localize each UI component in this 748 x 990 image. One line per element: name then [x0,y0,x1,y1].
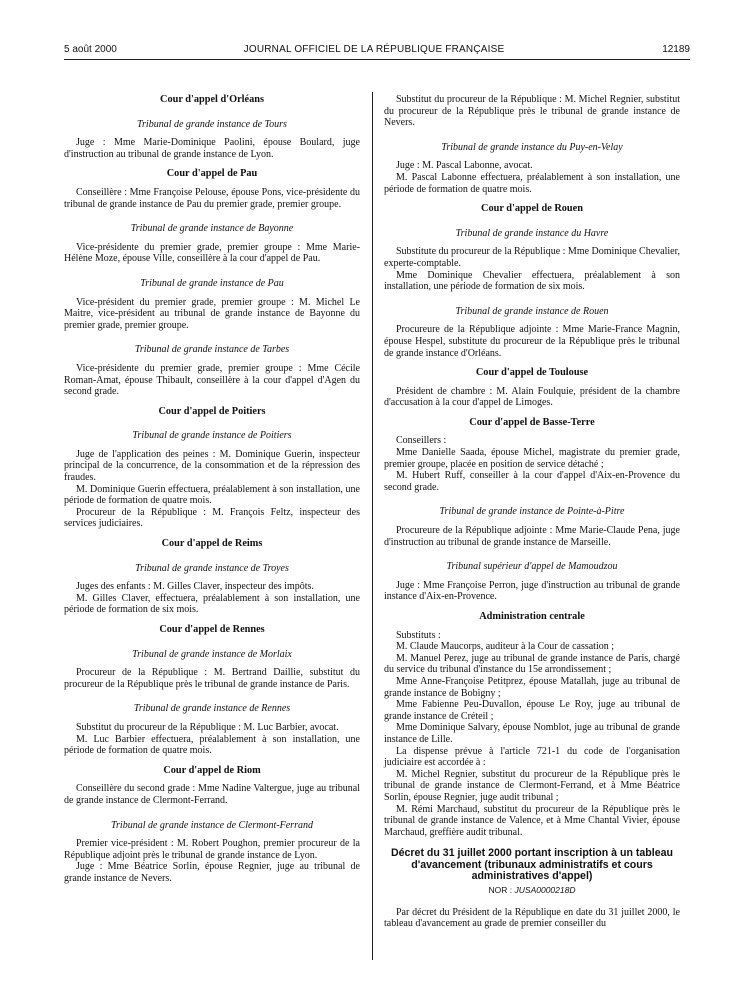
court-heading: Cour d'appel d'Orléans [160,94,264,105]
tribunal-heading: Tribunal de grande instance du Puy-en-Velay [441,141,623,153]
appointment-paragraph: M. Claude Maucorps, auditeur à la Cour de cassation ; [396,641,614,653]
appointment-paragraph: Mme Dominique Salvary, épouse Nomblot, juge au tribunal de grande instance de Lille. [384,722,680,745]
nor-code: JUSA0000218D [514,885,576,896]
appointment-paragraph: Conseillers : [396,435,447,447]
tribunal-heading: Tribunal de grande instance de Rennes [133,703,291,715]
tribunal-heading: Tribunal de grande instance de Pointe-à-Pitre [439,506,625,518]
right-column [384,94,680,930]
tribunal-heading: Tribunal de grande instance de Clermont-Ferrand [111,819,313,831]
appointment-paragraph: Vice-présidente du premier grade, premier groupe : Mme Cécile Roman-Amat, épouse Thibault, conseillère à la cour d'appel d'Agen du second grade. [64,362,360,398]
appointment-paragraph: M. Manuel Perez, juge au tribunal de grande instance de Paris, chargé du service du tribunal d'instance du 15e arrondissement ; [384,652,680,676]
left-column [64,94,360,885]
appointment-paragraph: Mme Anne-Françoise Petitprez, épouse Matallah, juge au tribunal de grande instance de Bobigny ; [384,675,680,699]
tribunal-heading: Tribunal de grande instance de Poitiers [132,430,292,442]
appointment-paragraph: M. Michel Regnier, substitut du procureur de la République près le tribunal de grande instance de Clermont-Ferrand, et à Mme Béatrice Sorlin, épouse Regnier, juge audit tribunal ; [384,768,680,803]
court-heading: Cour d'appel de Rennes [159,624,265,635]
appointment-paragraph: M. Luc Barbier effectuera, préalablement à son installation, une période de formation de quatre mois. [64,733,360,757]
header-journal-title: JOURNAL OFFICIEL DE LA RÉPUBLIQUE FRANÇAISE [243,44,505,55]
header-date: 5 août 2000 [64,44,117,55]
column-divider [372,92,373,960]
tribunal-heading: Tribunal de grande instance de Pau [140,277,284,289]
appointment-paragraph: M. Rémi Marchaud, substitut du procureur de la République près le tribunal de grande instance de Valence, et à Mme Chantal Vivier, épouse Marchaud, greffière audit tribunal. [384,803,680,838]
court-heading: Cour d'appel de Rouen [481,203,583,215]
appointment-paragraph: Substituts : [396,629,441,641]
appointment-paragraph: Juge : Mme Marie-Dominique Paolini, épouse Boulard, juge d'instruction au tribunal de grande instance de Lyon. [64,137,360,160]
appointment-paragraph: Procureure de la République adjointe : Mme Marie-France Magnin, épouse Hespel, substitute du procureur de la République près le tribunal de grande instance d'Orléans. [384,324,680,359]
appointment-paragraph: Président de chambre : M. Alain Foulquie, président de la chambre d'accusation à la cour d'appel de Limoges. [384,385,680,409]
tribunal-heading: Tribunal de grande instance de Tours [137,118,287,130]
court-heading: Cour d'appel de Pau [166,168,258,180]
appointment-paragraph: Juge : M. Pascal Labonne, avocat. [396,160,533,172]
appointment-paragraph: Juge de l'application des peines : M. Dominique Guerin, inspecteur principal de la concurrence, de la consommation et de la répression des fraudes. [64,448,360,484]
tribunal-heading: Tribunal de grande instance de Bayonne [130,223,294,235]
appointment-paragraph: Procureur de la République : M. François Feltz, inspecteur des services judiciaires. [64,506,360,530]
appointment-paragraph: Vice-présidente du premier grade, premier groupe : Mme Marie-Hélène Moze, épouse Ville, conseillère à la cour d'appel de Pau. [64,241,360,265]
appointment-paragraph: Mme Dominique Chevalier effectuera, préalablement à son installation, une période de formation de six mois. [384,269,680,293]
court-heading: Cour d'appel de Poitiers [158,405,266,417]
court-heading: Cour d'appel de Riom [163,764,261,776]
appointment-paragraph: M. Hubert Ruff, conseiller à la cour d'appel d'Aix-en-Provence du second grade. [384,470,680,493]
court-heading: Cour d'appel de Reims [161,538,263,550]
appointment-paragraph: Mme Danielle Saada, épouse Michel, magistrate du premier grade, premier groupe, placée en position de service détaché ; [384,447,680,470]
appointment-paragraph: Conseillère du second grade : Mme Nadine Valtergue, juge au tribunal de grande instance de Clermont-Ferrand. [64,783,360,806]
appointment-paragraph: Premier vice-président : M. Robert Poughon, premier procureur de la République adjoint près le tribunal de grande instance de Lyon. [64,838,360,861]
appointment-paragraph: Conseillère : Mme Françoise Pelouse, épouse Pons, vice-présidente du tribunal de grande instance de Pau du premier grade, premier groupe. [64,186,360,210]
tribunal-heading: Tribunal de grande instance de Tarbes [134,344,290,356]
decree-paragraph: Par décret du Président de la République en date du 31 juillet 2000, le tableau d'avancement au grade de premier conseiller du [384,906,680,930]
appointment-paragraph: Vice-président du premier grade, premier groupe : M. Michel Le Maitre, vice-président au tribunal de grande instance de Bayonne du premier grade, premier groupe. [64,296,360,331]
appointment-paragraph: Substitut du procureur de la République : M. Luc Barbier, avocat. [76,721,339,733]
nor-label: NOR : [488,885,513,896]
appointment-paragraph: Mme Fabienne Peu-Duvallon, épouse Le Roy, juge au tribunal de grande instance de Créteil ; [384,699,680,722]
appointment-paragraph: Procureure de la République adjointe : Mme Marie-Claude Pena, juge d'instruction au tribunal de grande instance de Marseille. [384,525,680,548]
tribunal-heading: Tribunal de grande instance de Troyes [135,562,289,574]
tribunal-heading: Tribunal supérieur d'appel de Mamoudzou [446,561,618,573]
court-heading: Cour d'appel de Basse-Terre [469,416,595,428]
appointment-paragraph: Procureur de la République : M. Bertrand Daillie, substitut du procureur de la République près le tribunal de grande instance de Paris. [64,667,360,690]
header-rule [64,59,690,60]
appointment-paragraph: M. Gilles Claver, effectuera, préalablement à son installation, une période de formation de six mois. [64,592,360,616]
appointment-paragraph: Substitute du procureur de la République : Mme Dominique Chevalier, experte-comptable. [384,246,680,269]
administration-heading: Administration centrale [479,611,585,622]
appointment-paragraph: Juge : Mme Françoise Perron, juge d'instruction au tribunal de grande instance d'Aix-en-Provence. [384,579,680,603]
appointment-paragraph: La dispense prévue à l'article 721-1 du code de l'organisation judiciaire est accordée à : [384,745,680,769]
nor-reference [384,885,680,897]
appointment-paragraph: M. Pascal Labonne effectuera, préalablement à son installation, une période de formation de quatre mois. [384,171,680,195]
tribunal-heading: Tribunal de grande instance de Rouen [455,305,609,317]
appointment-paragraph: Substitut du procureur de la République : M. Michel Regnier, substitut du procureur de la République près le tribunal de grande instance de Nevers. [384,94,680,129]
appointment-paragraph: M. Dominique Guerin effectuera, préalablement à son installation, une période de formation de quatre mois. [64,483,360,507]
decree-title: Décret du 31 juillet 2000 portant inscription à un tableau d'avancement (tribunaux administratifs et cours administratives d'appel) [391,847,673,883]
tribunal-heading: Tribunal de grande instance du Havre [455,227,609,239]
tribunal-heading: Tribunal de grande instance de Morlaix [132,648,292,660]
appointment-paragraph: Juges des enfants : M. Gilles Claver, inspecteur des impôts. [76,581,314,593]
header-page-number: 12189 [662,44,690,55]
appointment-paragraph: Juge : Mme Béatrice Sorlin, épouse Regnier, juge au tribunal de grande instance de Nevers. [64,861,360,884]
court-heading: Cour d'appel de Toulouse [475,367,589,379]
